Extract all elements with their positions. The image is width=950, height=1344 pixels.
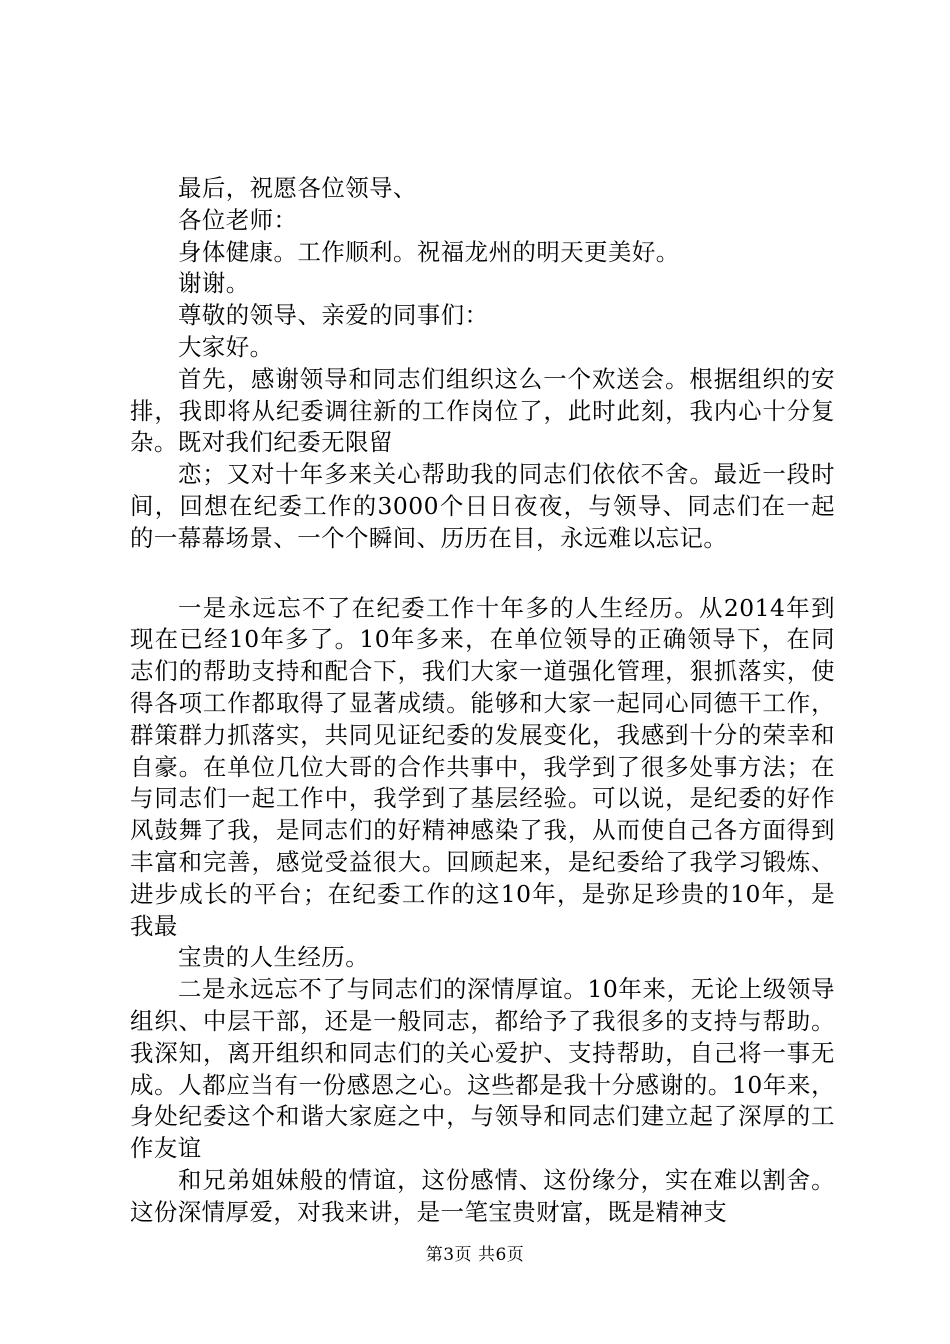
paragraph-point-two: 二是永远忘不了与同志们的深情厚谊。10年来，无论上级领导组织、中层干部，还是一般同志，都给予了我很多的支持与帮助。我深知，离开组织和同志们的关心爱护、支持帮助，自己将一事无成。人都应当有一份感恩之心。这些都是我十分感谢的。10年来，身处纪委这个和谐大家庭之中，与领导和同志们建立起了深厚的工作友谊 [130, 975, 835, 1163]
paragraph-point-one: 一是永远忘不了在纪委工作十年多的人生经历。从2014年到现在已经10年多了。10年多来，在单位领导的正确领导下，在同志们的帮助支持和配合下，我们大家一道强化管理，狠抓落实，使得各项工作都取得了显著成绩。能够和大家一起同心同德干工作，群策群力抓落实，共同见证纪委的发展变化，我感到十分的荣幸和自豪。在单位几位大哥的合作共事中，我学到了很多处事方法；在与同志们一起工作中，我学到了基层经验。可以说，是纪委的好作风鼓舞了我，是同志们的好精神感染了我，从而使自己各方面得到丰富和完善，感觉受益很大。回顾起来，是纪委给了我学习锻炼、进步成长的平台；在纪委工作的这10年，是弥足珍贵的10年，是我最 [130, 593, 835, 940]
paragraph-point-one-end: 宝贵的人生经历。 [178, 943, 370, 972]
paragraph-farewell-feelings: 恋；又对十年多来关心帮助我的同志们依依不舍。最近一段时间，回想在纪委工作的3000个日日夜夜，与领导、同志们在一起的一幕幕场景、一个个瞬间、历历在目，永远难以忘记。 [130, 460, 835, 552]
paragraph-closing-wish: 最后，祝愿各位领导、 [178, 174, 417, 202]
paragraph-greeting: 大家好。 [178, 332, 274, 361]
paragraph-opening: 首先，感谢领导和同志们组织这么一个欢送会。根据组织的安排，我即将从纪委调往新的工作岗位了，此时此刻，我内心十分复杂。既对我们纪委无限留 [130, 364, 835, 457]
body-text [130, 173, 835, 1229]
paragraph-salutation: 尊敬的领导、亲爱的同事们： [178, 301, 489, 330]
paragraph-gap [130, 555, 835, 593]
paragraph-addressees: 各位老师： [178, 205, 298, 234]
paragraph-blessing: 身体健康。工作顺利。祝福龙州的明天更美好。 [178, 237, 680, 266]
paragraph-point-two-cont: 和兄弟姐妹般的情谊，这份感情、这份缘分，实在难以割舍。这份深情厚爱，对我来讲，是一笔宝贵财富，既是精神支 [130, 1165, 835, 1226]
page-footer: 第3页 共6页 [425, 1245, 525, 1265]
paragraph-thanks: 谢谢。 [178, 269, 250, 298]
